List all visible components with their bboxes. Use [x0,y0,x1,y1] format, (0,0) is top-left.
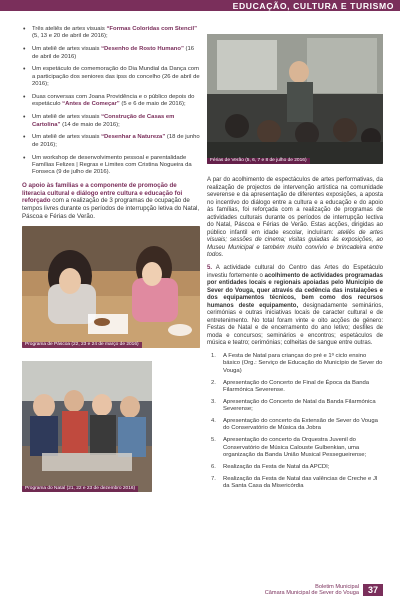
photo-natal-image [22,361,152,492]
list-item: 5. Apresentação do concerto da Orquestra Juvenil do Conservatório de Música Calouste Gulbenkian, uma organização da Banda União Musical Pessegueirense; [211,437,367,459]
events-list [207,353,383,490]
footer-publication: Boletim Municipal [315,583,359,590]
lead-paragraph: O apoio às famílias e a componente de promoção de literacia cultural e diálogo entre cultura e educação foi reforçado com a realização de 3 programas de ocupação de tempos livres durante os períodos de interrupção letiva do Natal, Páscoa e Férias de Verão. [22,182,200,220]
section-title: EDUCAÇÃO, CULTURA E TURISMO [232,0,394,11]
list-item: 3. Apresentação do Concerto de Natal da Banda Filarmónica Severense; [211,398,376,413]
right-column [207,34,383,495]
list-item: • Três ateliês de artes visuais “Formas Coloridas com Stencil” (5, 13 e 20 de abril de 2016); [22,26,200,41]
section-header [0,0,400,11]
footer-publisher: Câmara Municipal de Sever do Vouga [264,590,359,597]
list-item: • Um ateliê de artes visuais “Desenhar a Natureza” (18 de junho de 2016); [22,134,200,149]
photo-verao [207,34,383,164]
paragraph-programas: A par do acolhimento de espectáculos de artes performativas, da realização de projectos de intervenção artística na comunidade severense e da apresentação de diferentes exposições, a aposta no incentivo do diálogo entre a cultura e a educação e do apoio às famílias, foi reforçada com a realização de programas de actividades culturais durante os períodos de interrupção lectiva do Natal, Páscoa e Férias de Verão. Estas acções, dirigidas ao público infantil em idade escolar, incluíram: ateliês de artes visuais; sessões de cinema; visitas guiadas às exposições, ao Museu Municipal e também muito convívio e brincadeira entre todos. [207,177,383,259]
left-column [22,26,200,492]
photo-natal [22,361,152,492]
photo-caption: Férias de Verão (5, 6, 7 e 8 de julho de 2016) [207,158,310,164]
footer-text [265,584,359,597]
list-item: • Um workshop de desenvolvimento pessoal e parentalidade Famílias Felizes | Regras e Limites com Cristina Nogueira da Fonseca (9 de julho de 2016). [22,155,200,177]
list-item: 6. Realização da Festa de Natal da APCDI; [211,463,330,470]
paragraph-centro-artes: 5. A actividade cultural do Centro das Artes do Espetáculo investiu fortemente o acolhimento de actividades programadas por entidades locais e regionais apoiadas pelo Município de Sever do Vouga, quer através da cedência das instalações e dos equipamentos técnicos, bem como dos recursos humanos deste equipamento, designadamente seminários, cerimónias e outras iniciativas locais de caracter cultural e de entretenimento. No total foram vinte e oito acções de género: Festas de Natal e de encerramento do ano letivo; desfiles de moda e concursos; seminários e encontros; espetáculos de música e teatro; cerimónias; colheitas de sangue entre outras. [207,265,383,347]
photo-caption: Programa de Páscoa (22, 23 e 24 de março de 2016) [22,342,142,348]
photo-verao-image [207,34,383,164]
activity-list [22,26,200,177]
list-item: 7. Realização da Festa de Natal das valências de Creche e JI da Santa Casa da Misericórdia [211,475,378,490]
photo-caption: Programa do Natal (21, 22 e 23 de dezembro 2016) [22,486,138,492]
list-item: • Um ateliê de artes visuais “Desenho de Rosto Humano” (16 de abril de 2016) [22,46,200,61]
list-item: 4. Apresentação do concerto da Extensão de Sever do Vouga do Conservatório de Música da Jobra [211,418,378,432]
list-item: • Um espetáculo de comemoração do Dia Mundial da Dança com a participação dos seniores das ipss do concelho (26 de abril de 2016); [22,66,200,88]
page-number: 37 [363,584,383,596]
list-item: 2. Apresentação do Concerto de Final de Época da Banda Filarmónica Severense. [211,379,370,394]
photo-pascoa-image [22,226,200,348]
photo-pascoa [22,226,200,348]
page-footer [265,584,383,597]
list-item: 1. A Festa de Natal para crianças do pré e 1º ciclo ensino básico (Org.: Serviço de Educação do Município de Sever do Vouga) [211,353,383,374]
list-item: • Duas conversas com Joana Providência e o público depois do espetáculo “Antes de Começar” (5 e 6 de maio de 2016); [22,94,200,109]
list-item: • Um ateliê de artes visuais “Construção de Casas em Cartolina” (14 de maio de 2016); [22,114,200,129]
